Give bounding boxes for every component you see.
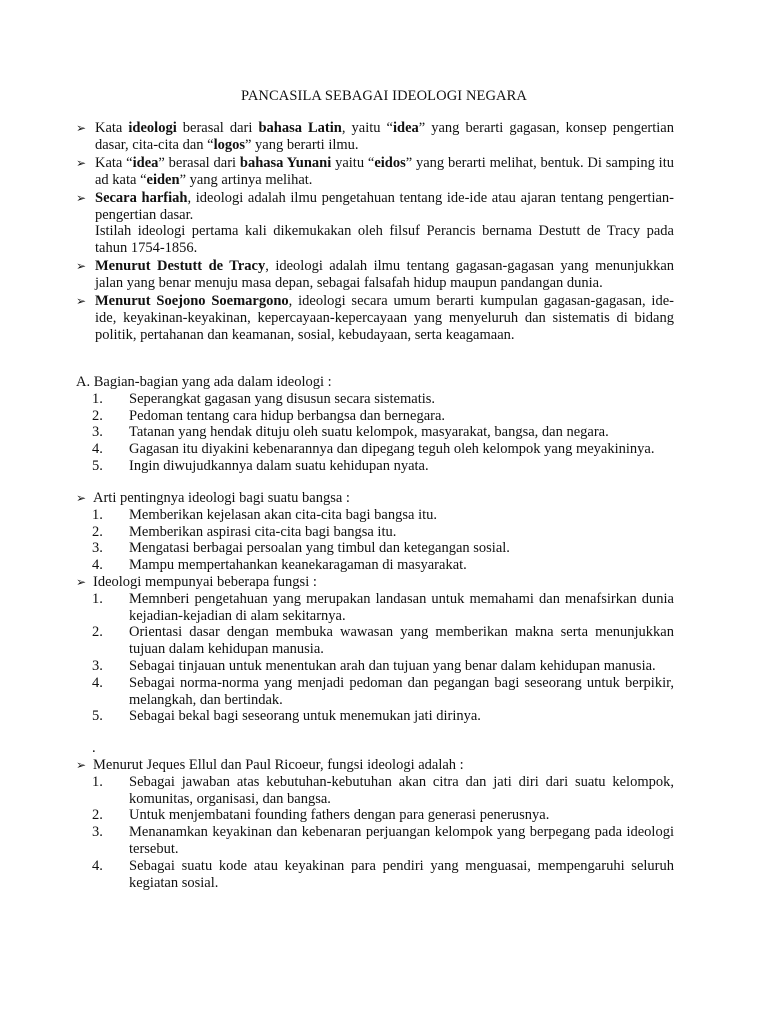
section-arti — [76, 490, 674, 574]
list-item — [76, 441, 674, 458]
bullet-text: , yaitu “ — [341, 120, 393, 136]
section-heading: Menurut Jeques Ellul dan Paul Ricoeur, fungsi ideologi adalah : — [93, 757, 464, 773]
numbered-list — [76, 591, 674, 725]
bullet-text: Kata “ — [95, 154, 133, 171]
list-item — [76, 424, 674, 441]
definition-bullet — [76, 258, 674, 292]
section-fungsi — [76, 574, 674, 725]
bold-term: ideologi — [128, 120, 177, 136]
list-item-text: Mampu mempertahankan keanekaragaman di masyarakat. — [129, 557, 467, 574]
section-heading-row — [76, 757, 674, 774]
list-number: 1. — [92, 590, 103, 607]
definition-bullet — [76, 190, 674, 258]
list-number: 1. — [92, 390, 103, 407]
section-heading: Arti pentingnya ideologi bagi suatu bangsa : — [93, 490, 350, 506]
list-item-text: Menanamkan keyakinan dan kebenaran perjuangan kelompok yang berpegang pada ideologi tersebut. — [129, 824, 674, 857]
bold-term: Secara harfiah — [95, 189, 188, 206]
list-item — [76, 858, 674, 892]
list-item — [76, 591, 674, 625]
list-item — [76, 458, 674, 475]
bullet-text: ” yang berarti gagasan, konsep pengertian dasar, cita-cita dan “ — [95, 120, 674, 153]
list-item-text: Gagasan itu diyakini kebenarannya dan dipegang teguh oleh kelompok yang meyakininya. — [129, 441, 655, 458]
numbered-list — [76, 507, 674, 574]
list-item-text: Sebagai suatu kode atau keyakinan para pendiri yang menguasai, mempengaruhi seluruh kegiatan sosial. — [129, 857, 674, 891]
list-item-text: Memberikan kejelasan akan cita-cita bagi bangsa itu. — [129, 506, 437, 523]
list-item — [76, 675, 674, 709]
arrowhead-bullet-icon: ➢ — [76, 491, 87, 505]
list-number: 5. — [92, 708, 103, 725]
bold-term: Menurut Destutt de Tracy — [95, 258, 266, 275]
list-number: 4. — [92, 557, 103, 574]
definition-bullet — [76, 120, 674, 154]
list-item — [76, 507, 674, 524]
list-item — [76, 774, 674, 808]
stray-dot: . — [92, 740, 96, 756]
list-number: 4. — [92, 674, 103, 691]
document-title: PANCASILA SEBAGAI IDEOLOGI NEGARA — [241, 88, 527, 104]
list-item — [76, 708, 674, 725]
list-item-text: Mengatasi berbagai persoalan yang timbul dan ketegangan sosial. — [129, 540, 510, 557]
list-item-text: Memberikan aspirasi cita-cita bagi bangsa itu. — [129, 523, 397, 540]
list-number: 3. — [92, 824, 103, 841]
list-number: 3. — [92, 540, 103, 557]
bullet-text: ” yang berarti melihat, bentuk. Di samping itu ad kata “ — [95, 154, 674, 188]
list-item-text: Sebagai norma-norma yang menjadi pedoman dan pegangan bagi seseorang untuk berpikir, melangkah, dan bertindak. — [129, 674, 674, 708]
bullet-text: Kata — [95, 120, 129, 136]
arrowhead-bullet-icon: ➢ — [76, 294, 87, 309]
list-item-text: Sebagai tinjauan untuk menentukan arah dan tujuan yang benar dalam kehidupan manusia. — [129, 657, 656, 674]
bold-term: bahasa Latin — [258, 120, 342, 136]
arrowhead-bullet-icon: ➢ — [76, 758, 87, 772]
list-item-text: Pedoman tentang cara hidup berbangsa dan bernegara. — [129, 407, 446, 424]
list-number: 2. — [92, 523, 103, 540]
bullet-text: ” yang berarti ilmu. — [245, 136, 359, 153]
bullet-text: berasal dari — [176, 120, 259, 136]
list-item — [76, 391, 674, 408]
section-heading-row — [76, 490, 674, 507]
definition-bullet — [76, 155, 674, 189]
numbered-list — [76, 391, 674, 475]
list-item-text: Orientasi dasar dengan membuka wawasan yang memberikan makna serta menunjukkan tujuan dalam kehidupan manusia. — [129, 624, 674, 658]
arrowhead-bullet-icon: ➢ — [76, 259, 87, 274]
list-item-text: Sebagai jawaban atas kebutuhan-kebutuhan akan citra dan jati diri dari suatu kelompok, komunitas, organisasi, dan bangsa. — [129, 773, 674, 807]
list-number: 4. — [92, 857, 103, 874]
list-item-text: Tatanan yang hendak dituju oleh suatu kelompok, masyarakat, bangsa, dan negara. — [129, 424, 609, 441]
list-item — [76, 624, 674, 658]
section-bagian — [76, 374, 674, 475]
list-item — [76, 540, 674, 557]
bullet-text: yaitu “ — [331, 154, 375, 171]
list-number: 3. — [92, 424, 103, 441]
list-item-text: Memnberi pengetahuan yang merupakan landasan untuk memahami dan menafsirkan dunia kejadian-kejadian di alam sekitarnya. — [129, 590, 674, 624]
bold-term: idea — [132, 154, 159, 171]
section-heading: Ideologi mempunyai beberapa fungsi : — [93, 574, 317, 590]
bullet-text: , ideologi secara umum berarti kumpulan gagasan-gagasan, ide-ide, keyakinan-keyakinan, kepercayaan-kepercayaan yang menyeluruh dan sistematis di bidang politik, pertahanan dan keamanan, sosial, kebudayaan, serta keagamaan. — [95, 293, 674, 343]
list-number: 1. — [92, 506, 103, 523]
bullet-text: , ideologi adalah ilmu pengetahuan tentang ide-ide atau ajaran tentang pengertian-pengertian dasar. — [95, 189, 674, 223]
list-number: 2. — [92, 807, 103, 824]
bullet-text: ” berasal dari — [158, 154, 240, 171]
list-number: 5. — [92, 457, 103, 474]
list-number: 1. — [92, 773, 103, 790]
list-item — [76, 658, 674, 675]
section-heading-row — [76, 574, 674, 591]
list-number: 2. — [92, 624, 103, 641]
definition-bullets — [76, 120, 674, 345]
list-item — [76, 557, 674, 574]
list-number: 3. — [92, 657, 103, 674]
bold-term: eidos — [374, 154, 406, 171]
bold-term: eiden — [146, 171, 180, 188]
list-number: 2. — [92, 407, 103, 424]
list-item-text: Ingin diwujudkannya dalam suatu kehidupan nyata. — [129, 457, 429, 474]
list-item-text: Seperangkat gagasan yang disusun secara sistematis. — [129, 390, 436, 407]
definition-bullet — [76, 293, 674, 344]
bullet-text: , ideologi adalah ilmu tentang gagasan-gagasan yang menunjukkan jalan yang benar menuju masa depan, sebagai falsafah hidup maupun pandangan dunia. — [95, 258, 675, 292]
section-heading: A. Bagian-bagian yang ada dalam ideologi : — [76, 374, 332, 390]
arrowhead-bullet-icon: ➢ — [76, 190, 87, 205]
bold-term: logos — [213, 136, 245, 153]
list-item-text: Sebagai bekal bagi seseorang untuk menemukan jati dirinya. — [129, 708, 481, 725]
list-item — [76, 524, 674, 541]
bold-term: Menurut Soejono Soemargono — [95, 293, 289, 310]
bullet-text: ” yang artinya melihat. — [179, 171, 313, 188]
list-item — [76, 824, 674, 858]
bullet-note: Istilah ideologi pertama kali dikemukakan oleh filsuf Perancis bernama Destutt de Tracy pada tahun 1754-1856. — [95, 223, 674, 257]
bold-term: bahasa Yunani — [239, 154, 332, 171]
numbered-list — [76, 774, 674, 892]
arrowhead-bullet-icon: ➢ — [76, 121, 87, 135]
list-number: 4. — [92, 441, 103, 458]
list-item — [76, 408, 674, 425]
list-item-text: Untuk menjembatani founding fathers dengan para generasi penerusnya. — [129, 807, 550, 824]
bold-term: idea — [392, 120, 419, 136]
arrowhead-bullet-icon: ➢ — [76, 155, 87, 170]
arrowhead-bullet-icon: ➢ — [76, 575, 87, 589]
list-item — [76, 807, 674, 824]
section-ellul — [76, 757, 674, 891]
